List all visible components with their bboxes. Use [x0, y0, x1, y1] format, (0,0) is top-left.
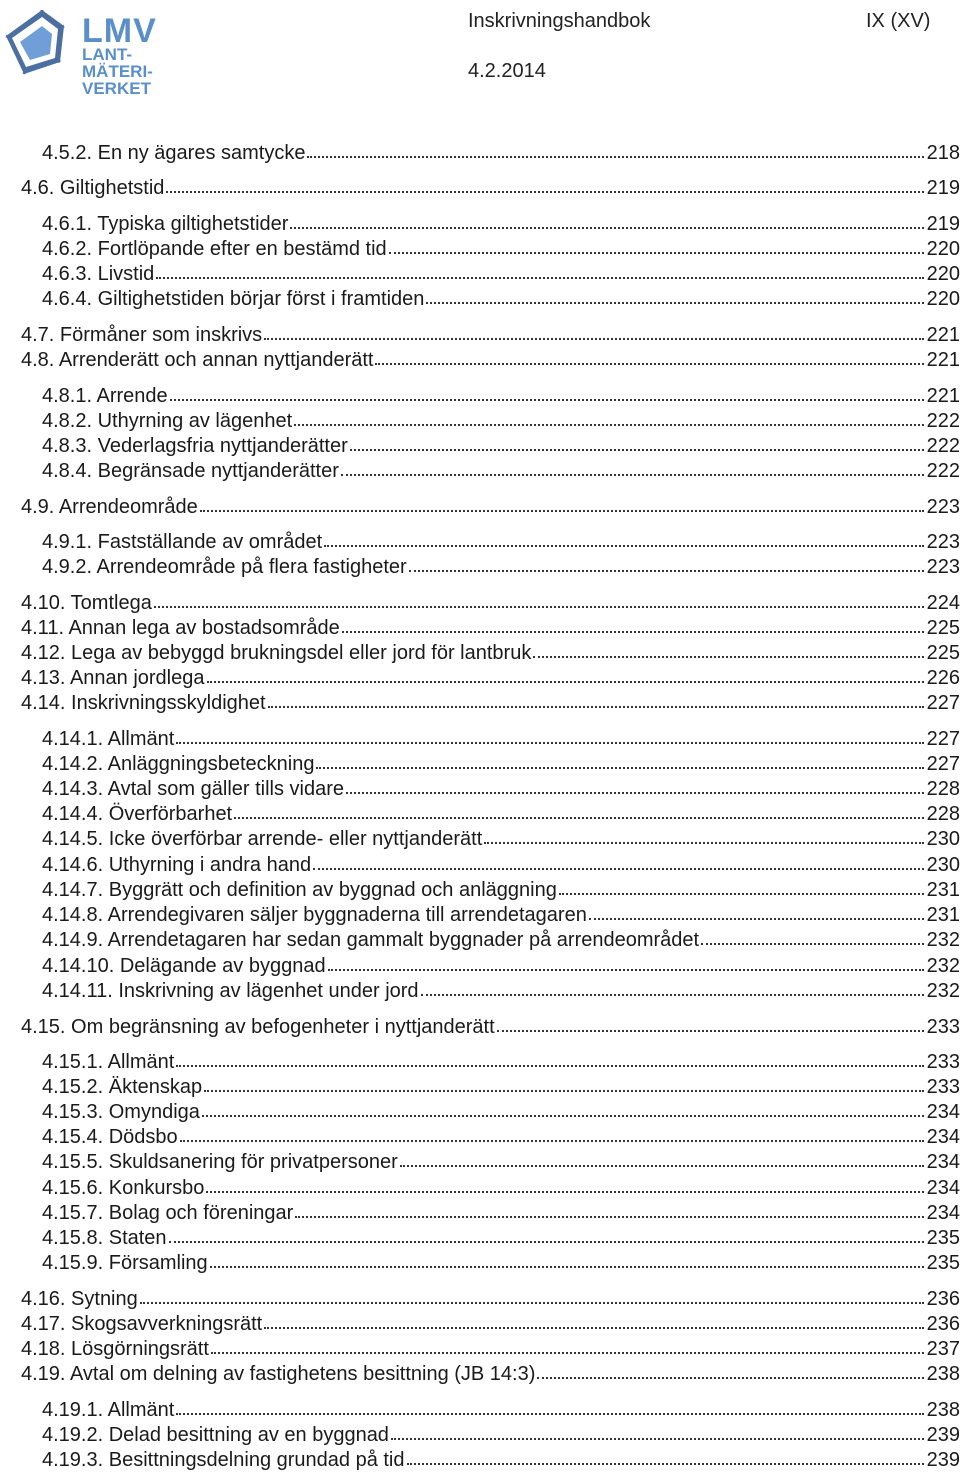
toc-entry-title	[42, 1226, 167, 1250]
svg-text:LANT-: LANT-	[82, 45, 133, 64]
toc-entry-text: Uthyrning i andra hand	[103, 854, 312, 876]
svg-text:VERKET: VERKET	[82, 79, 151, 98]
toc-entry[interactable]	[21, 641, 960, 665]
toc-entry-number: 4.6.1.	[42, 213, 93, 235]
toc-entry-title	[42, 530, 322, 554]
toc-entry[interactable]	[42, 1050, 960, 1074]
toc-entry-number: 4.19.2.	[42, 1424, 104, 1446]
toc-entry-number: 4.15.3.	[42, 1101, 104, 1123]
toc-entry[interactable]	[42, 954, 960, 978]
toc-entry-text: Lega av bebyggd brukningsdel eller jord för lantbruk	[65, 642, 532, 664]
toc-entry-text: Uthyrning av lägenhet	[92, 410, 293, 432]
logo-emblem	[6, 10, 64, 74]
toc-entry-number: 4.18.	[21, 1338, 66, 1360]
toc-entry-text: Fastställande av området	[92, 531, 323, 553]
toc-entry-title	[42, 752, 314, 776]
toc-entry[interactable]	[21, 666, 960, 690]
toc-entry-title	[42, 903, 587, 927]
toc-dot-leader	[307, 151, 923, 158]
toc-entry[interactable]	[42, 903, 960, 927]
toc-entry-number: 4.8.3.	[42, 435, 93, 457]
toc-entry[interactable]	[21, 1337, 960, 1361]
page-number: IX (XV)	[866, 10, 931, 32]
toc-entry-text: Bolag och föreningar	[103, 1202, 294, 1224]
toc-entry-number: 4.15.7.	[42, 1202, 104, 1224]
toc-dot-leader	[533, 651, 923, 658]
toc-dot-leader	[154, 601, 924, 608]
toc-dot-leader	[497, 1025, 924, 1032]
toc-entry-title	[42, 1075, 202, 1099]
toc-entry-text: Arrendegivaren säljer byggnaderna till arrendetagaren	[103, 904, 587, 926]
toc-page-number: 231	[926, 904, 960, 926]
toc-page-number: 222	[926, 460, 960, 482]
toc-dot-leader	[210, 1261, 924, 1268]
toc-entry-text: Allmänt	[103, 1051, 175, 1073]
toc-dot-leader	[176, 1408, 923, 1415]
toc-entry-text: En ny ägares samtycke	[92, 142, 306, 164]
toc-entry-text: Sytning	[65, 1288, 138, 1310]
toc-page-number: 223	[926, 556, 960, 578]
toc-entry-text: Tomtlega	[65, 592, 152, 614]
toc-dot-leader	[421, 989, 924, 996]
toc-entry-title	[42, 287, 424, 311]
toc-entry-text: Äktenskap	[103, 1076, 203, 1098]
toc-page-number: 219	[926, 213, 960, 235]
toc-entry-text: Vederlagsfria nyttjanderätter	[92, 435, 348, 457]
toc-entry-title	[42, 459, 339, 483]
toc-page-number: 235	[926, 1227, 960, 1249]
toc-entry-number: 4.14.5.	[42, 828, 104, 850]
toc-entry-number: 4.15.4.	[42, 1126, 104, 1148]
toc-dot-leader	[140, 1297, 924, 1304]
document-date: 4.2.2014	[468, 60, 546, 82]
toc-entry-title	[21, 348, 373, 372]
toc-page-number: 230	[926, 854, 960, 876]
toc-page-number: 221	[926, 324, 960, 346]
toc-entry[interactable]	[42, 434, 960, 458]
toc-dot-leader	[170, 394, 924, 401]
toc-entry-text: Typiska giltighetstider	[92, 213, 289, 235]
toc-dot-leader	[206, 1186, 923, 1193]
toc-page-number: 237	[926, 1338, 960, 1360]
toc-page-number: 227	[926, 728, 960, 750]
document-title: Inskrivningshandbok	[468, 10, 651, 32]
toc-page-number: 234	[926, 1151, 960, 1173]
toc-dot-leader	[169, 1236, 924, 1243]
toc-dot-leader	[234, 812, 924, 819]
svg-text:MÄTERI-: MÄTERI-	[82, 62, 153, 81]
toc-entry-number: 4.14.2.	[42, 753, 104, 775]
toc-entry-number: 4.15.8.	[42, 1227, 104, 1249]
toc-entry-number: 4.16.	[21, 1288, 66, 1310]
toc-page-number: 220	[926, 263, 960, 285]
toc-page-number: 227	[926, 753, 960, 775]
toc-page-number: 239	[926, 1424, 960, 1446]
toc-entry-text: Avtal som gäller tills vidare	[103, 778, 345, 800]
toc-page-number: 226	[926, 667, 960, 689]
toc-entry-number: 4.6.2.	[42, 238, 93, 260]
toc-page-number: 225	[926, 642, 960, 664]
toc-dot-leader	[346, 787, 924, 794]
toc-entry[interactable]	[42, 727, 960, 751]
toc-page-number: 220	[926, 288, 960, 310]
toc-dot-leader	[264, 1322, 923, 1329]
toc-page-number: 222	[926, 435, 960, 457]
toc-entry-title	[42, 954, 326, 978]
toc-entry-number: 4.5.2.	[42, 142, 93, 164]
toc-entry-title	[42, 802, 232, 826]
toc-entry[interactable]	[42, 1226, 960, 1250]
toc-entry-title	[21, 666, 205, 690]
toc-entry[interactable]	[42, 384, 960, 408]
toc-dot-leader	[375, 358, 923, 365]
toc-dot-leader	[409, 565, 924, 572]
toc-entry[interactable]	[21, 1287, 960, 1311]
toc-page-number: 234	[926, 1177, 960, 1199]
toc-entry[interactable]	[42, 853, 960, 877]
toc-entry-title	[42, 853, 311, 877]
toc-entry-number: 4.14.11.	[42, 980, 113, 1002]
toc-entry[interactable]	[42, 212, 960, 236]
lantmateriverket-logo	[2, 4, 166, 98]
toc-entry-title	[21, 591, 152, 615]
toc-entry-title	[42, 409, 292, 433]
toc-page-number: 221	[926, 385, 960, 407]
toc-entry-number: 4.8.2.	[42, 410, 93, 432]
toc-entry-title	[42, 878, 557, 902]
toc-entry-text: Församling	[103, 1252, 208, 1274]
toc-entry-title	[42, 777, 344, 801]
toc-page-number: 220	[926, 238, 960, 260]
toc-entry[interactable]	[42, 1398, 960, 1422]
toc-entry[interactable]	[21, 323, 960, 347]
toc-entry-number: 4.9.	[21, 496, 55, 518]
toc-entry[interactable]	[42, 1075, 960, 1099]
toc-entry-text: Begränsade nyttjanderätter	[92, 460, 339, 482]
toc-entry-number: 4.14.1.	[42, 728, 104, 750]
toc-entry-text: Giltighetstid	[54, 177, 165, 199]
toc-entry-number: 4.9.2.	[42, 556, 93, 578]
toc-dot-leader	[400, 1160, 924, 1167]
toc-entry-number: 4.15.	[21, 1016, 66, 1038]
toc-entry-text: Byggrätt och definition av byggnad och anläggning	[103, 879, 557, 901]
toc-entry-number: 4.6.4.	[42, 288, 93, 310]
toc-entry-text: Dödsbo	[103, 1126, 178, 1148]
toc-page-number: 233	[926, 1016, 960, 1038]
toc-entry-text: Arrendeområde på flera fastigheter	[92, 556, 407, 578]
toc-entry-title	[42, 1398, 174, 1422]
toc-entry-text: Delad besittning av en byggnad	[103, 1424, 389, 1446]
toc-dot-leader	[207, 676, 924, 683]
toc-page-number: 224	[926, 592, 960, 614]
toc-entry-text: Anläggningsbeteckning	[103, 753, 315, 775]
toc-entry[interactable]	[21, 1015, 960, 1039]
toc-entry[interactable]	[42, 777, 960, 801]
toc-entry-text: Inskrivning av lägenhet under jord	[112, 980, 419, 1002]
toc-entry[interactable]	[42, 262, 960, 286]
toc-entry-text: Om begränsning av befogenheter i nyttjanderätt	[65, 1016, 495, 1038]
toc-entry[interactable]	[42, 530, 960, 554]
toc-entry[interactable]	[42, 1150, 960, 1174]
toc-entry-number: 4.6.	[21, 177, 55, 199]
toc-entry-number: 4.12.	[21, 642, 66, 664]
toc-entry-number: 4.14.9.	[42, 929, 104, 951]
toc-page-number: 232	[926, 980, 960, 1002]
toc-dot-leader	[295, 1211, 923, 1218]
toc-entry-text: Fortlöpande efter en bestämd tid	[92, 238, 387, 260]
toc-entry-title	[42, 384, 168, 408]
toc-entry-number: 4.14.8.	[42, 904, 104, 926]
toc-page-number: 236	[926, 1313, 960, 1335]
toc-dot-leader	[426, 297, 923, 304]
toc-dot-leader	[176, 737, 923, 744]
toc-page-number: 222	[926, 410, 960, 432]
toc-entry-title	[21, 1312, 262, 1336]
toc-entry-text: Livstid	[92, 263, 155, 285]
toc-entry-title	[21, 616, 340, 640]
toc-entry-text: Konkursbo	[103, 1177, 205, 1199]
toc-entry-title	[42, 727, 174, 751]
toc-entry-number: 4.14.3.	[42, 778, 104, 800]
toc-page-number: 234	[926, 1126, 960, 1148]
toc-page-number: 238	[926, 1363, 960, 1385]
toc-dot-leader	[264, 333, 923, 340]
toc-entry[interactable]	[42, 1201, 960, 1225]
toc-entry[interactable]	[21, 495, 960, 519]
toc-page-number: 228	[926, 778, 960, 800]
toc-entry[interactable]	[21, 1312, 960, 1336]
toc-dot-leader	[204, 1085, 924, 1092]
toc-entry-number: 4.14.6.	[42, 854, 104, 876]
toc-entry-text: Icke överförbar arrende- eller nyttjanderätt	[103, 828, 483, 850]
toc-entry-title	[42, 1150, 398, 1174]
toc-entry-text: Besittningsdelning grundad på tid	[103, 1449, 405, 1471]
toc-entry-title	[42, 237, 387, 261]
toc-page-number: 232	[926, 955, 960, 977]
toc-page-number: 227	[926, 692, 960, 714]
toc-entry[interactable]	[42, 752, 960, 776]
toc-entry-title	[21, 1362, 535, 1386]
toc-dot-leader	[166, 186, 923, 193]
toc-dot-leader	[324, 540, 923, 547]
toc-entry-title	[42, 827, 482, 851]
toc-entry-title	[21, 176, 164, 200]
toc-entry-number: 4.13.	[21, 667, 66, 689]
toc-entry[interactable]	[21, 591, 960, 615]
toc-page-number: 228	[926, 803, 960, 825]
toc-dot-leader	[537, 1372, 923, 1379]
toc-dot-leader	[202, 1110, 924, 1117]
toc-entry-title	[42, 1448, 405, 1472]
toc-entry-number: 4.15.1.	[42, 1051, 104, 1073]
toc-entry-title	[42, 1125, 178, 1149]
toc-entry[interactable]	[42, 409, 960, 433]
toc-entry-title	[21, 1287, 138, 1311]
logo-wordmark	[82, 12, 157, 98]
toc-entry-text: Allmänt	[103, 728, 175, 750]
toc-entry-text: Delägande av byggnad	[114, 955, 326, 977]
toc-entry-title	[42, 928, 699, 952]
toc-entry[interactable]	[21, 616, 960, 640]
toc-entry-number: 4.9.1.	[42, 531, 93, 553]
toc-entry-text: Arrendeområde	[54, 496, 198, 518]
toc-page-number: 234	[926, 1202, 960, 1224]
toc-dot-leader	[389, 247, 924, 254]
toc-entry-number: 4.8.1.	[42, 385, 93, 407]
toc-entry-title	[42, 1050, 174, 1074]
toc-entry-number: 4.17.	[21, 1313, 66, 1335]
toc-dot-leader	[484, 837, 923, 844]
toc-entry-title	[42, 1423, 389, 1447]
toc-page-number: 236	[926, 1288, 960, 1310]
toc-entry-number: 4.15.6.	[42, 1177, 104, 1199]
toc-page-number: 233	[926, 1051, 960, 1073]
toc-entry[interactable]	[42, 237, 960, 261]
toc-entry-number: 4.14.4.	[42, 803, 104, 825]
toc-entry-title	[21, 323, 262, 347]
toc-dot-leader	[176, 1060, 923, 1067]
toc-dot-leader	[350, 444, 924, 451]
toc-entry-title	[21, 641, 531, 665]
svg-text:LMV: LMV	[82, 12, 157, 50]
toc-entry[interactable]	[21, 176, 960, 200]
toc-entry-number: 4.15.2.	[42, 1076, 104, 1098]
toc-entry-number: 4.8.	[21, 349, 55, 371]
toc-entry[interactable]	[42, 802, 960, 826]
toc-page-number: 233	[926, 1076, 960, 1098]
toc-entry[interactable]	[42, 928, 960, 952]
toc-page-number: 232	[926, 929, 960, 951]
toc-page-number: 238	[926, 1399, 960, 1421]
toc-entry-number: 4.19.3.	[42, 1449, 104, 1471]
toc-entry-number: 4.14.7.	[42, 879, 104, 901]
toc-entry-title	[42, 1100, 200, 1124]
toc-entry-title	[21, 691, 266, 715]
toc-entry[interactable]	[42, 287, 960, 311]
toc-entry-text: Arrendetagaren har sedan gammalt byggnader på arrendeområdet	[103, 929, 700, 951]
toc-dot-leader	[211, 1347, 924, 1354]
toc-entry-text: Skuldsanering för privatpersoner	[103, 1151, 398, 1173]
toc-dot-leader	[180, 1135, 924, 1142]
toc-page-number: 223	[926, 531, 960, 553]
toc-entry[interactable]	[42, 979, 960, 1003]
toc-entry[interactable]	[42, 878, 960, 902]
toc-entry[interactable]	[42, 1125, 960, 1149]
toc-dot-leader	[316, 762, 923, 769]
toc-dot-leader	[391, 1433, 924, 1440]
toc-dot-leader	[294, 419, 923, 426]
toc-entry-text: Inskrivningsskyldighet	[65, 692, 266, 714]
toc-entry-text: Annan jordlega	[65, 667, 205, 689]
toc-page-number: 239	[926, 1449, 960, 1471]
toc-entry-text: Avtal om delning av fastighetens besittning (JB 14:3)	[65, 1363, 536, 1385]
toc-page-number: 230	[926, 828, 960, 850]
toc-page-number: 223	[926, 496, 960, 518]
toc-dot-leader	[701, 938, 924, 945]
toc-dot-leader	[156, 272, 923, 279]
toc-entry-title	[21, 495, 198, 519]
toc-entry-text: Omyndiga	[103, 1101, 200, 1123]
toc-page-number: 221	[926, 349, 960, 371]
toc-entry-number: 4.11.	[21, 617, 64, 639]
toc-dot-leader	[290, 222, 923, 229]
toc-entry-number: 4.15.5.	[42, 1151, 104, 1173]
toc-entry-number: 4.14.10.	[42, 955, 115, 977]
toc-dot-leader	[200, 505, 924, 512]
toc-page-number: 235	[926, 1252, 960, 1274]
toc-dot-leader	[559, 888, 924, 895]
toc-entry-title	[42, 434, 348, 458]
toc-entry-title	[42, 141, 305, 165]
toc-entry-title	[42, 1251, 208, 1275]
toc-entry-number: 4.19.	[21, 1363, 66, 1385]
toc-entry-text: Arrende	[92, 385, 168, 407]
toc-entry-text: Överförbarhet	[103, 803, 233, 825]
toc-entry-number: 4.15.9.	[42, 1252, 104, 1274]
toc-page-number: 218	[926, 142, 960, 164]
toc-dot-leader	[341, 469, 924, 476]
toc-page-number: 219	[926, 177, 960, 199]
toc-entry-number: 4.19.1.	[42, 1399, 104, 1421]
toc-page-number: 231	[926, 879, 960, 901]
toc-dot-leader	[313, 863, 924, 870]
toc-entry-number: 4.7.	[21, 324, 55, 346]
toc-entry-title	[21, 1337, 209, 1361]
toc-entry-title	[42, 262, 154, 286]
toc-entry-text: Förmåner som inskrivs	[54, 324, 263, 346]
toc-entry[interactable]	[21, 1362, 960, 1386]
toc-entry[interactable]	[42, 827, 960, 851]
toc-dot-leader	[268, 701, 924, 708]
toc-entry-text: Giltighetstiden börjar först i framtiden	[92, 288, 425, 310]
toc-entry-text: Skogsavverkningsrätt	[65, 1313, 263, 1335]
toc-dot-leader	[342, 626, 924, 633]
toc-entry-number: 4.8.4.	[42, 460, 93, 482]
toc-entry-text: Annan lega av bostadsområde	[64, 617, 340, 639]
toc-entry[interactable]	[42, 1423, 960, 1447]
toc-page-number: 225	[926, 617, 960, 639]
toc-entry[interactable]	[42, 1251, 960, 1275]
toc-entry[interactable]	[21, 348, 960, 372]
toc-dot-leader	[589, 913, 924, 920]
toc-entry[interactable]	[42, 1100, 960, 1124]
toc-entry[interactable]	[42, 1176, 960, 1200]
toc-entry-title	[42, 1201, 293, 1225]
toc-dot-leader	[407, 1458, 924, 1465]
toc-entry[interactable]	[42, 459, 960, 483]
toc-entry-text: Allmänt	[103, 1399, 175, 1421]
toc-entry-title	[42, 212, 288, 236]
toc-entry-title	[21, 1015, 495, 1039]
toc-entry-number: 4.6.3.	[42, 263, 93, 285]
toc-entry[interactable]	[42, 555, 960, 579]
toc-entry[interactable]	[21, 691, 960, 715]
toc-entry[interactable]	[42, 1448, 960, 1472]
toc-dot-leader	[328, 964, 924, 971]
toc-entry-text: Lösgörningsrätt	[65, 1338, 209, 1360]
toc-entry-number: 4.10.	[21, 592, 66, 614]
toc-entry-title	[42, 979, 419, 1003]
toc-entry[interactable]	[42, 141, 960, 165]
toc-entry-title	[42, 1176, 204, 1200]
toc-entry-text: Arrenderätt och annan nyttjanderätt	[54, 349, 374, 371]
toc-entry-text: Staten	[103, 1227, 167, 1249]
toc-entry-title	[42, 555, 407, 579]
toc-entry-number: 4.14.	[21, 692, 66, 714]
toc-page-number: 234	[926, 1101, 960, 1123]
